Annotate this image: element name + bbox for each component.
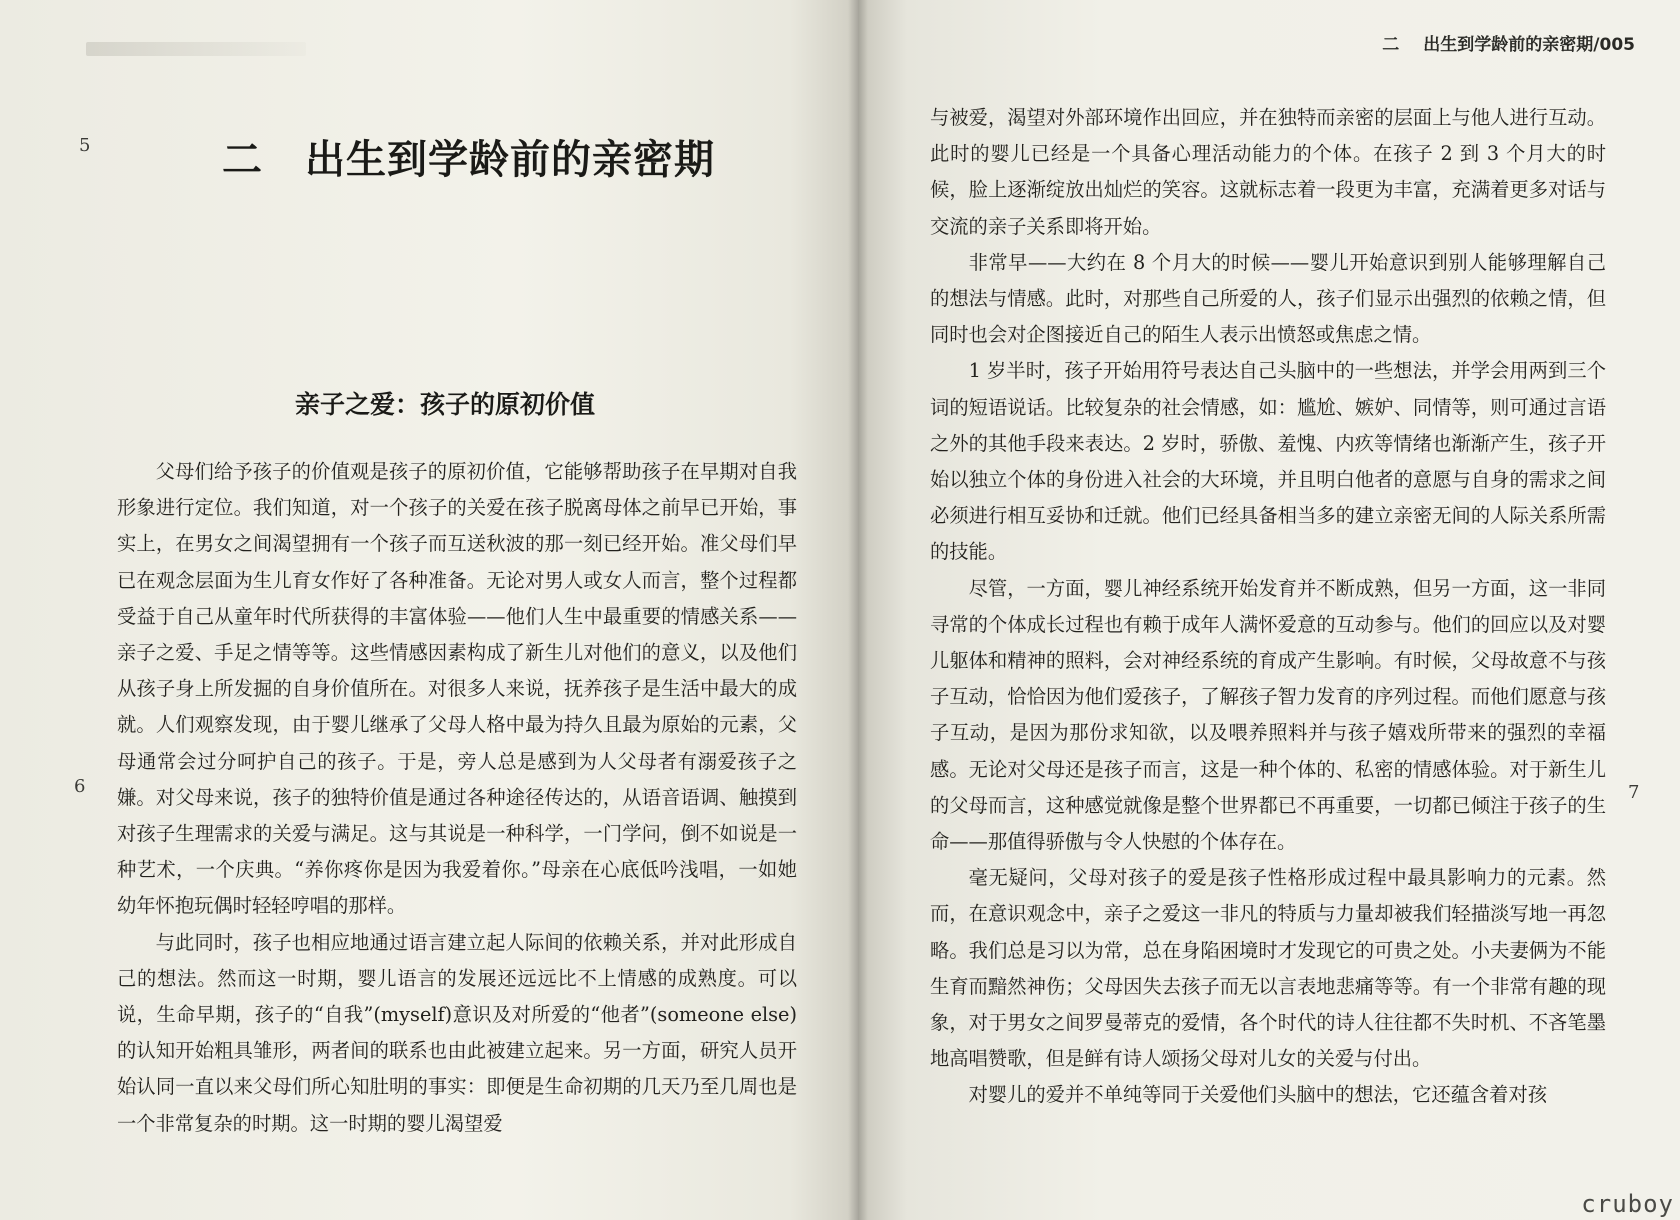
running-head-chapter: 二: [1382, 35, 1400, 55]
paragraph: 对婴儿的爱并不单纯等同于关爱他们头脑中的想法，它还蕴含着对孩: [968, 1083, 1548, 1107]
chapter-number: 二: [222, 137, 263, 183]
running-head: [1382, 30, 1635, 55]
chapter-name: 出生到学龄前的亲密期: [305, 137, 715, 183]
margin-number-middle: 6: [74, 776, 86, 797]
paragraph: 1 岁半时，孩子开始用符号表达自己头脑中的一些想法，并学会用两到三个词的短语说话。比较复杂的社会情感，如：尴尬、嫉妒、同情等，则可通过言语之外的其他手段来表达。2 岁时，骄傲、羞愧、内疚等情绪也渐渐产生，孩子开始以独立个体的身份进入社会的大环境，并且明白他者的意愿与自身的需求之间必须进行相互妥协和迁就。他们已经具备相当多的建立亲密无间的人际关系所需的技能。: [930, 359, 1606, 564]
margin-number-right: 7: [1628, 782, 1640, 803]
bleed-through-header: [86, 42, 306, 56]
paragraph: 非常早——大约在 8 个月大的时候——婴儿开始意识到别人能够理解自己的想法与情感。此时，对那些自己所爱的人，孩子们显示出强烈的依赖之情，但同时也会对企图接近自己的陌生人表示出愤怒或焦虑之情。: [930, 250, 1606, 347]
page-number: /005: [1593, 35, 1635, 55]
chapter-title: [222, 128, 782, 185]
right-page: [858, 0, 1680, 1220]
paragraph: 尽管，一方面，婴儿神经系统开始发育并不断成熟，但另一方面，这一非同寻常的个体成长过程也有赖于成年人满怀爱意的互动参与。他们的回应以及对婴儿躯体和精神的照料，会对神经系统的育成产生影响。有时候，父母故意不与孩子互动，恰恰因为他们爱孩子，了解孩子智力发育的序列过程。而他们愿意与孩子互动，是因为那份求知欲，以及喂养照料并与孩子嬉戏所带来的强烈的幸福感。无论对父母还是孩子而言，这是一种个体的、私密的情感体验。对于新生儿的父母而言，这种感觉就像是整个世界都已不再重要，一切都已倾注于孩子的生命——那值得骄傲与令人快慰的个体存在。: [930, 576, 1606, 854]
margin-number-top: 5: [79, 135, 91, 156]
watermark: cruboy: [1581, 1190, 1674, 1218]
running-head-title: 出生到学龄前的亲密期: [1423, 35, 1594, 55]
paragraph: 父母们给予孩子的价值观是孩子的原初价值，它能够帮助孩子在早期对自我形象进行定位。我们知道，对一个孩子的关爱在孩子脱离母体之前早已开始，事实上，在男女之间渴望拥有一个孩子而互送秋波的那一刻已经开始。准父母们早已在观念层面为生儿育女作好了各种准备。无论对男人或女人而言，整个过程都受益于自己从童年时代所获得的丰富体验——他们人生中最重要的情感关系——亲子之爱、手足之情等等。这些情感因素构成了新生儿对他们的意义，以及他们从孩子身上所发掘的自身价值所在。对很多人来说，抚养孩子是生活中最大的成就。人们观察发现，由于婴儿继承了父母人格中最为持久且最为原始的元素，父母通常会过分呵护自己的孩子。于是，旁人总是感到为人父母者有溺爱孩子之嫌。对父母来说，孩子的独特价值是通过各种途径传达的，从语音语调、触摸到对孩子生理需求的关爱与满足。这与其说是一种科学，一门学问，倒不如说是一种艺术，一个庆典。“养你疼你是因为我爱着你。”母亲在心底低吟浅唱，一如她幼年怀抱玩偶时轻轻哼唱的那样。: [117, 460, 797, 918]
paragraph: 与被爱，渴望对外部环境作出回应，并在独特而亲密的层面上与他人进行互动。此时的婴儿已经是一个具备心理活动能力的个体。在孩子 2 到 3 个月大的时候，脸上逐渐绽放出灿烂的笑容。这就标志着一段更为丰富，充满着更多对话与交流的亲子关系即将开始。: [930, 106, 1606, 238]
paragraph: 毫无疑问，父母对孩子的爱是孩子性格形成过程中最具影响力的元素。然而，在意识观念中，亲子之爱这一非凡的特质与力量却被我们轻描淡写地一再忽略。我们总是习以为常，总在身陷困境时才发现它的可贵之处。小夫妻俩为不能生育而黯然神伤；父母因失去孩子而无以言表地悲痛等等。有一个非常有趣的现象，对于男女之间罗曼蒂克的爱情，各个时代的诗人往往都不失时机、不吝笔墨地高唱赞歌，但是鲜有诗人颂扬父母对儿女的关爱与付出。: [930, 866, 1606, 1071]
paragraph: 与此同时，孩子也相应地通过语言建立起人际间的依赖关系，并对此形成自己的想法。然而这一时期，婴儿语言的发展还远远比不上情感的成熟度。可以说，生命早期，孩子的“自我”(myself)意识及对所爱的“他者”(someone else)的认知开始粗具雏形，两者间的联系也由此被建立起来。另一方面，研究人员开始认同一直以来父母们所心知肚明的事实：即便是生命初期的几天乃至几周也是一个非常复杂的时期。这一时期的婴儿渴望爱: [117, 930, 797, 1135]
book-gutter: [848, 0, 868, 1220]
right-body-text: [930, 100, 1606, 1114]
left-body-text: [117, 454, 797, 1142]
section-title: 亲子之爱：孩子的原初价值: [295, 390, 596, 419]
